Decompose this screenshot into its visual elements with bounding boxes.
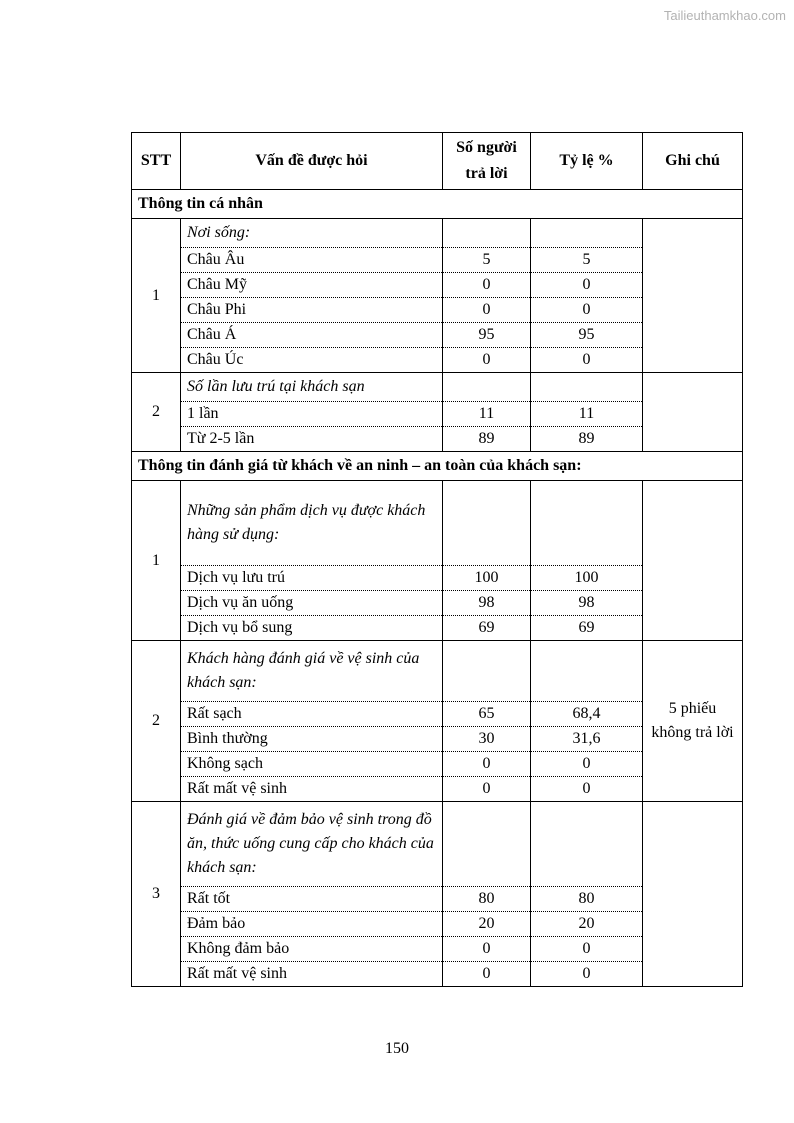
answer-count: 0 bbox=[443, 273, 531, 298]
answer-label: Dịch vụ bổ sung bbox=[181, 616, 443, 641]
question-count-empty bbox=[443, 802, 531, 887]
answer-percent: 95 bbox=[531, 323, 643, 348]
answer-count: 95 bbox=[443, 323, 531, 348]
answer-label: Đảm bảo bbox=[181, 912, 443, 937]
answer-label: Rất mất vệ sinh bbox=[181, 777, 443, 802]
question-count-empty bbox=[443, 641, 531, 702]
page-number: 150 bbox=[385, 1040, 409, 1057]
question-text: Số lần lưu trú tại khách sạn bbox=[181, 373, 443, 402]
answer-label: Bình thường bbox=[181, 727, 443, 752]
answer-count: 0 bbox=[443, 298, 531, 323]
answer-count: 20 bbox=[443, 912, 531, 937]
answer-label: Không đảm bảo bbox=[181, 937, 443, 962]
question-count-empty bbox=[443, 481, 531, 566]
answer-percent: 0 bbox=[531, 298, 643, 323]
answer-count: 65 bbox=[443, 702, 531, 727]
question-percent-empty bbox=[531, 481, 643, 566]
question-percent-empty bbox=[531, 641, 643, 702]
question-number: 2 bbox=[132, 641, 181, 802]
header-respondents-line1: Số người bbox=[456, 139, 517, 156]
header-question: Vấn đề được hỏi bbox=[181, 133, 443, 190]
question-percent-empty bbox=[531, 373, 643, 402]
note-cell: 5 phiếu không trả lời bbox=[643, 641, 743, 802]
answer-count: 0 bbox=[443, 752, 531, 777]
answer-label: Dịch vụ lưu trú bbox=[181, 566, 443, 591]
answer-percent: 0 bbox=[531, 752, 643, 777]
answer-percent: 0 bbox=[531, 273, 643, 298]
answer-count: 69 bbox=[443, 616, 531, 641]
answer-count: 30 bbox=[443, 727, 531, 752]
question-row bbox=[132, 802, 743, 887]
note-cell bbox=[643, 373, 743, 452]
question-text: Nơi sống: bbox=[181, 219, 443, 248]
answer-label: Từ 2-5 lần bbox=[181, 427, 443, 452]
answer-percent: 0 bbox=[531, 777, 643, 802]
watermark-text: Tailieuthamkhao.com bbox=[663, 8, 786, 23]
answer-count: 11 bbox=[443, 402, 531, 427]
answer-percent: 31,6 bbox=[531, 727, 643, 752]
answer-percent: 68,4 bbox=[531, 702, 643, 727]
note-cell bbox=[643, 219, 743, 373]
survey-results-table bbox=[131, 132, 743, 987]
header-respondents-line2: trả lời bbox=[465, 165, 508, 182]
question-number: 2 bbox=[132, 373, 181, 452]
answer-percent: 0 bbox=[531, 937, 643, 962]
answer-label: 1 lần bbox=[181, 402, 443, 427]
section-title: Thông tin đánh giá từ khách về an ninh – an toàn của khách sạn: bbox=[132, 452, 743, 481]
answer-percent: 80 bbox=[531, 887, 643, 912]
answer-count: 80 bbox=[443, 887, 531, 912]
question-percent-empty bbox=[531, 802, 643, 887]
answer-percent: 11 bbox=[531, 402, 643, 427]
answer-label: Rất sạch bbox=[181, 702, 443, 727]
answer-percent: 100 bbox=[531, 566, 643, 591]
answer-count: 89 bbox=[443, 427, 531, 452]
section-header-row bbox=[132, 190, 743, 219]
answer-percent: 20 bbox=[531, 912, 643, 937]
answer-percent: 89 bbox=[531, 427, 643, 452]
answer-count: 0 bbox=[443, 962, 531, 987]
section-header-row bbox=[132, 452, 743, 481]
header-respondents bbox=[443, 133, 531, 190]
question-row bbox=[132, 481, 743, 566]
answer-label: Châu Mỹ bbox=[181, 273, 443, 298]
answer-percent: 69 bbox=[531, 616, 643, 641]
question-text: Đánh giá về đảm bảo vệ sinh trong đồ ăn, thức uống cung cấp cho khách của khách sạn: bbox=[181, 802, 443, 887]
answer-count: 0 bbox=[443, 777, 531, 802]
question-percent-empty bbox=[531, 219, 643, 248]
answer-label: Châu Úc bbox=[181, 348, 443, 373]
question-row bbox=[132, 219, 743, 248]
question-text: Những sản phẩm dịch vụ được khách hàng sử dụng: bbox=[181, 481, 443, 566]
answer-percent: 0 bbox=[531, 962, 643, 987]
question-row bbox=[132, 641, 743, 702]
answer-count: 0 bbox=[443, 348, 531, 373]
question-number: 3 bbox=[132, 802, 181, 987]
answer-count: 0 bbox=[443, 937, 531, 962]
answer-label: Châu Phi bbox=[181, 298, 443, 323]
question-number: 1 bbox=[132, 481, 181, 641]
header-percent: Tỷ lệ % bbox=[531, 133, 643, 190]
answer-label: Châu Á bbox=[181, 323, 443, 348]
answer-label: Dịch vụ ăn uống bbox=[181, 591, 443, 616]
question-count-empty bbox=[443, 373, 531, 402]
table-header-row bbox=[132, 133, 743, 190]
note-cell bbox=[643, 481, 743, 641]
answer-label: Châu Âu bbox=[181, 248, 443, 273]
answer-label: Rất tốt bbox=[181, 887, 443, 912]
question-count-empty bbox=[443, 219, 531, 248]
answer-label: Không sạch bbox=[181, 752, 443, 777]
answer-count: 98 bbox=[443, 591, 531, 616]
header-note: Ghi chú bbox=[643, 133, 743, 190]
answer-count: 5 bbox=[443, 248, 531, 273]
section-title: Thông tin cá nhân bbox=[132, 190, 743, 219]
question-number: 1 bbox=[132, 219, 181, 373]
answer-percent: 5 bbox=[531, 248, 643, 273]
table-body bbox=[132, 190, 743, 987]
answer-percent: 0 bbox=[531, 348, 643, 373]
answer-percent: 98 bbox=[531, 591, 643, 616]
question-row bbox=[132, 373, 743, 402]
answer-count: 100 bbox=[443, 566, 531, 591]
answer-label: Rất mất vệ sinh bbox=[181, 962, 443, 987]
note-cell bbox=[643, 802, 743, 987]
header-stt: STT bbox=[132, 133, 181, 190]
question-text: Khách hàng đánh giá về vệ sinh của khách sạn: bbox=[181, 641, 443, 702]
